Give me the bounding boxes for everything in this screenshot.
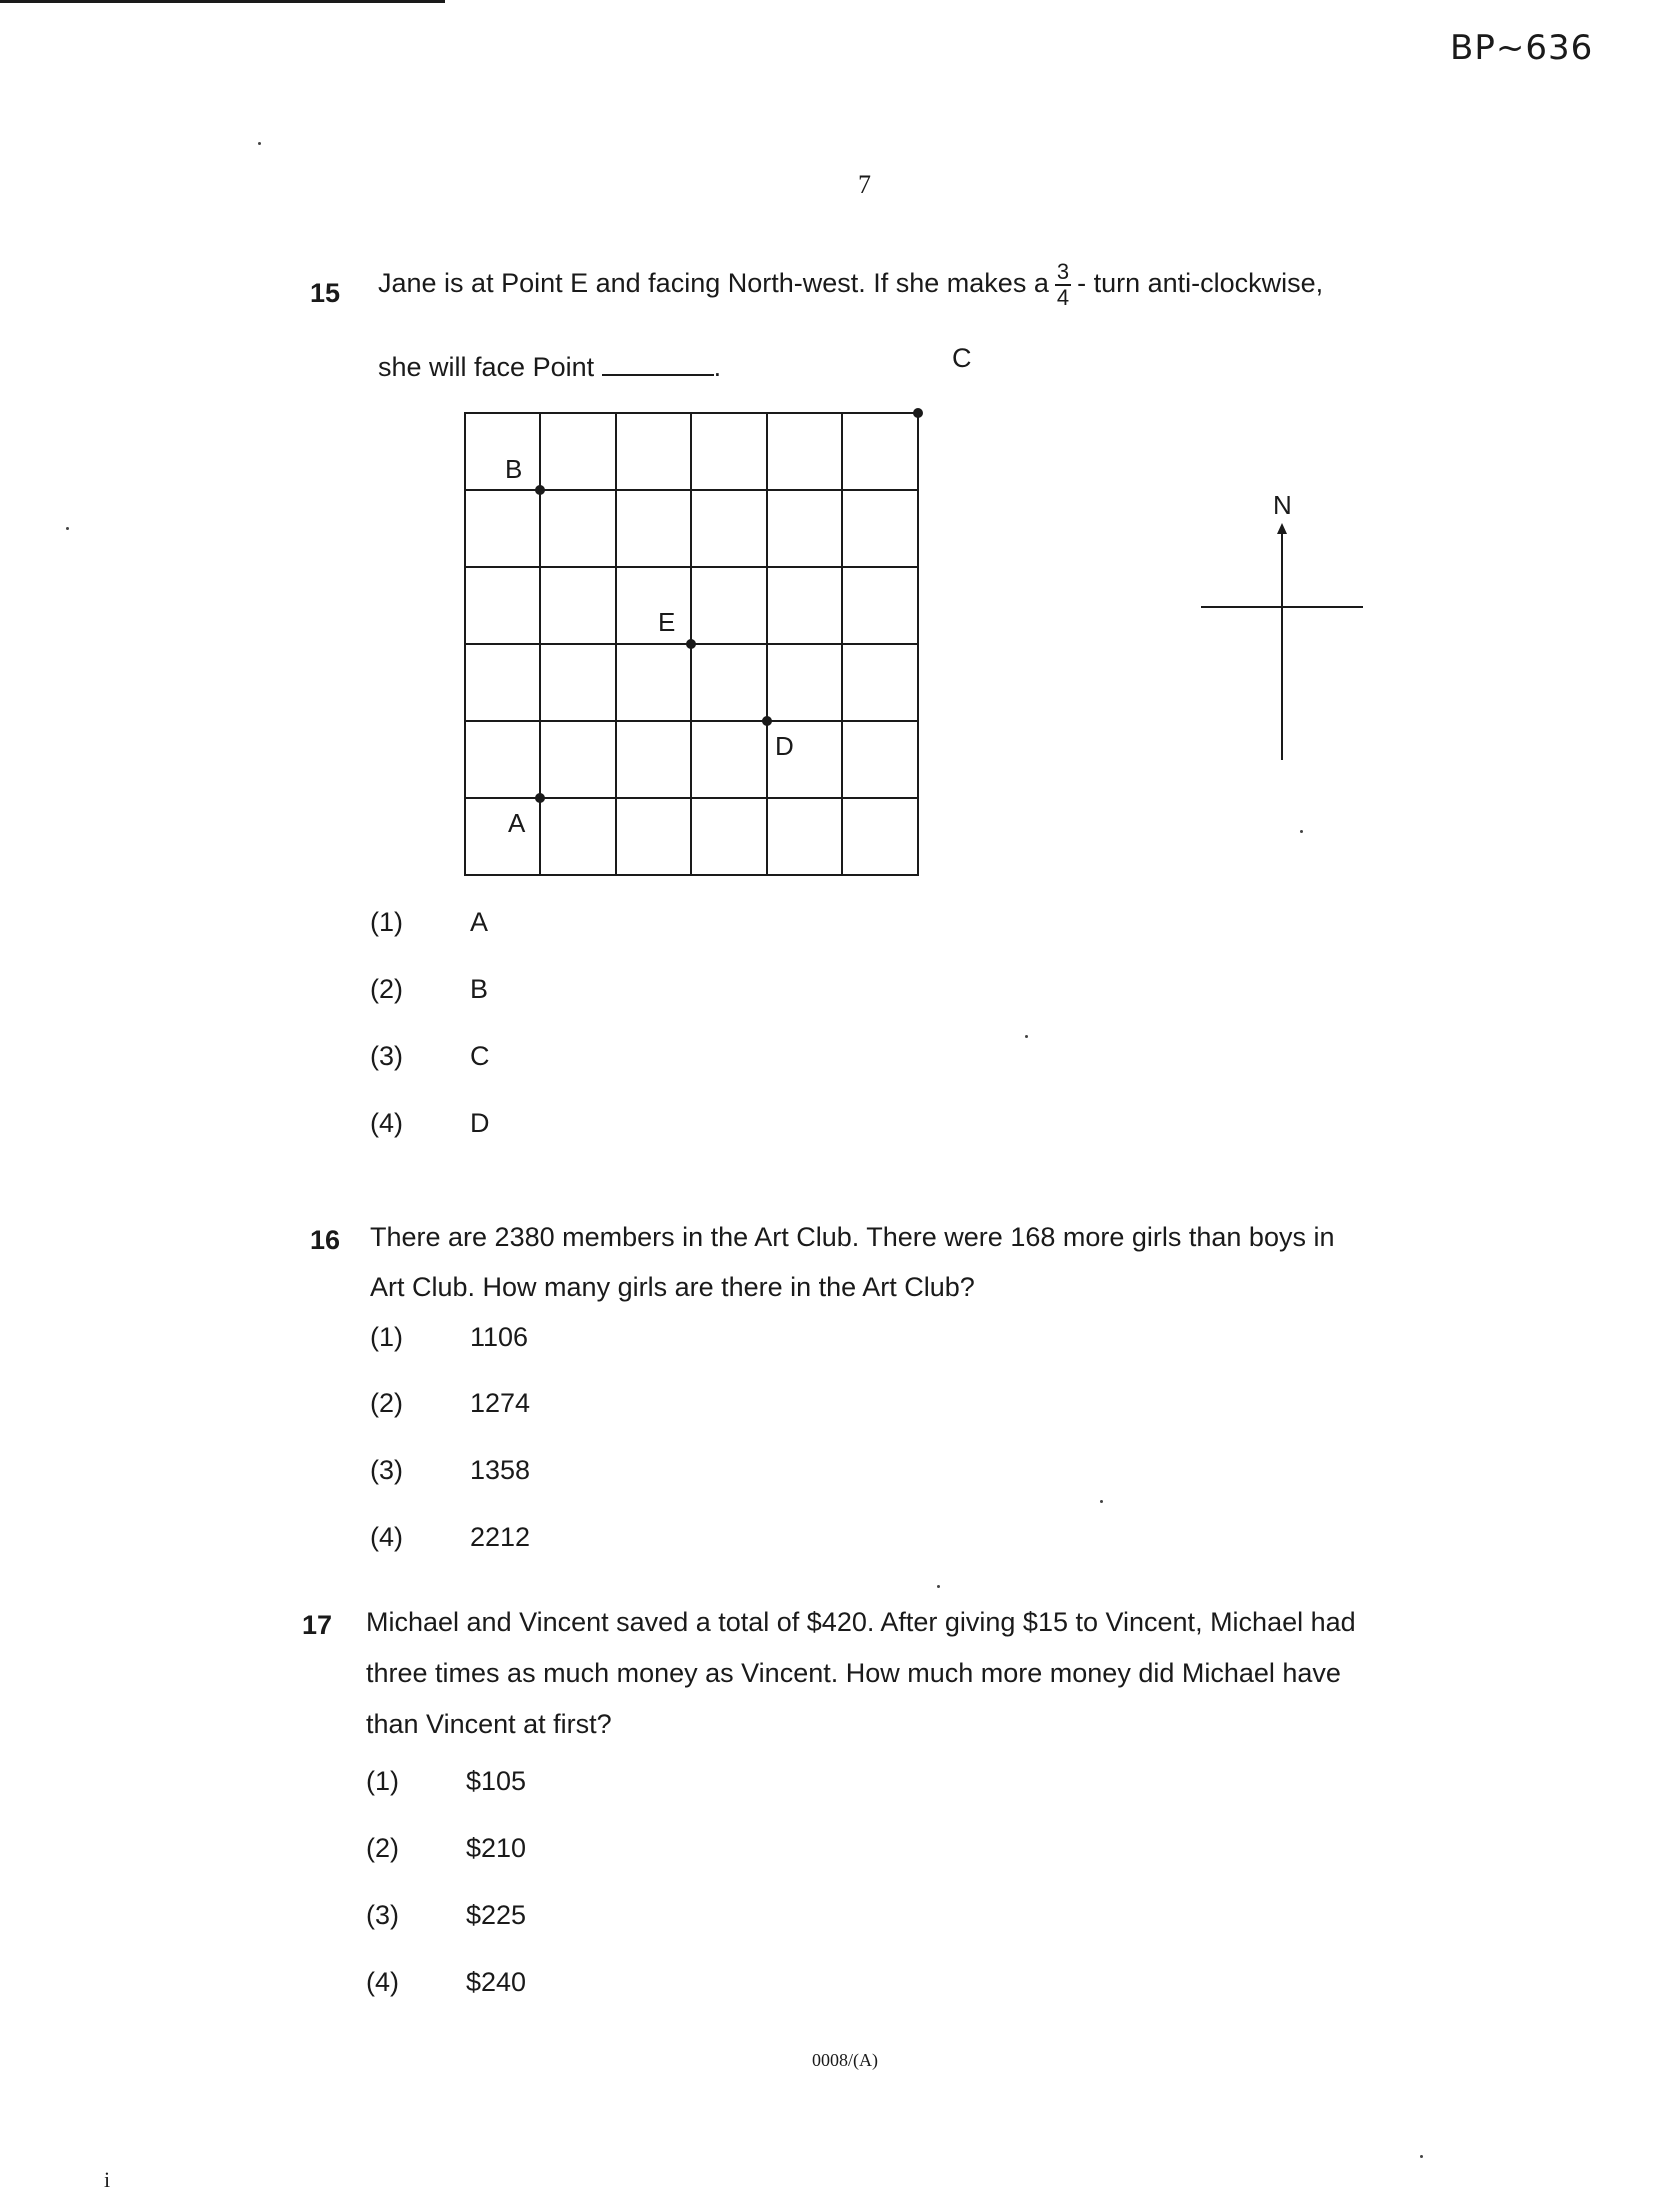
- scan-speck: [1420, 2155, 1423, 2158]
- option-value: 1106: [470, 1322, 529, 1352]
- option-3[interactable]: [370, 1455, 590, 1489]
- scan-speck: [937, 1585, 940, 1588]
- option-value: D: [470, 1108, 490, 1138]
- footer-code: 0008/(A): [812, 2050, 878, 2070]
- option-label: (4): [370, 1108, 403, 1138]
- punctuation: .: [713, 352, 722, 382]
- option-4[interactable]: [370, 1522, 590, 1556]
- option-3[interactable]: [366, 1900, 586, 1934]
- option-label: (1): [370, 907, 403, 937]
- point-c-dot: [913, 408, 923, 418]
- option-value: A: [470, 907, 489, 937]
- direction-grid: [450, 400, 930, 885]
- question-text-line2: [378, 342, 721, 393]
- question-text: [378, 258, 1323, 310]
- option-1[interactable]: [370, 1322, 590, 1356]
- question-text-line2: Art Club. How many girls are there in the Art Club?: [370, 1272, 975, 1302]
- option-value: $105: [466, 1766, 527, 1796]
- option-label: (1): [370, 1322, 403, 1352]
- option-value: $240: [466, 1967, 527, 1997]
- option-label: (3): [366, 1900, 399, 1930]
- question-number: 15: [310, 278, 341, 308]
- paper-code: BP~636: [1450, 28, 1594, 68]
- grid-point-labels: [505, 454, 794, 838]
- option-value: 1274: [470, 1388, 531, 1418]
- question-text-part: she will face Point: [378, 352, 595, 382]
- point-d-dot: [762, 716, 772, 726]
- question-number: 16: [310, 1225, 341, 1255]
- option-label: (4): [370, 1522, 403, 1552]
- top-scan-edge: [0, 0, 445, 3]
- option-value: $210: [466, 1833, 527, 1863]
- option-value: B: [470, 974, 489, 1004]
- option-label: (2): [370, 1388, 403, 1418]
- point-c-label: C: [952, 343, 972, 373]
- option-value: 1358: [470, 1455, 531, 1485]
- point-e-label: E: [658, 607, 676, 637]
- point-b-dot: [535, 485, 545, 495]
- question-text-line3: than Vincent at first?: [366, 1709, 612, 1739]
- question-text-part: Jane is at Point E and facing North-west. If she makes a: [378, 268, 1049, 298]
- fraction: [1055, 260, 1071, 310]
- scan-speck: [1025, 1035, 1028, 1038]
- question-text-part: - turn anti-clockwise,: [1077, 268, 1324, 298]
- option-1[interactable]: [366, 1766, 586, 1800]
- compass: [1195, 480, 1375, 760]
- answer-blank[interactable]: [602, 350, 714, 376]
- option-2[interactable]: [370, 1388, 590, 1422]
- fraction-numerator: 3: [1056, 258, 1070, 284]
- point-a-label: A: [508, 808, 526, 838]
- point-d-label: D: [775, 731, 794, 761]
- option-4[interactable]: [370, 1108, 570, 1142]
- option-value: C: [470, 1041, 490, 1071]
- question-number: 17: [302, 1610, 333, 1640]
- question-text-line2: three times as much money as Vincent. How much more money did Michael have: [366, 1658, 1341, 1688]
- compass-north-label: N: [1273, 490, 1292, 520]
- option-label: (2): [370, 974, 403, 1004]
- option-label: (3): [370, 1041, 403, 1071]
- question-text-line1: There are 2380 members in the Art Club. There were 168 more girls than boys in: [370, 1222, 1335, 1252]
- question-text-line1: Michael and Vincent saved a total of $420. After giving $15 to Vincent, Michael had: [366, 1607, 1356, 1637]
- option-1[interactable]: [370, 907, 570, 941]
- option-label: (4): [366, 1967, 399, 1997]
- option-value: $225: [466, 1900, 527, 1930]
- option-label: (1): [366, 1766, 399, 1796]
- corner-mark: i: [104, 2167, 111, 2192]
- option-2[interactable]: [370, 974, 570, 1008]
- option-value: 2212: [470, 1522, 531, 1552]
- grid-points: [535, 408, 923, 803]
- scan-speck: [1100, 1500, 1103, 1503]
- point-e-dot: [686, 639, 696, 649]
- scan-speck: [258, 142, 261, 145]
- option-2[interactable]: [366, 1833, 586, 1867]
- point-b-label: B: [505, 454, 523, 484]
- point-a-dot: [535, 793, 545, 803]
- scan-speck: [1300, 830, 1303, 833]
- option-label: (2): [366, 1833, 399, 1863]
- option-4[interactable]: [366, 1967, 586, 2001]
- scan-speck: [66, 527, 69, 530]
- option-3[interactable]: [370, 1041, 570, 1075]
- option-label: (3): [370, 1455, 403, 1485]
- page-number: 7: [858, 170, 871, 199]
- fraction-denominator: 4: [1056, 284, 1070, 310]
